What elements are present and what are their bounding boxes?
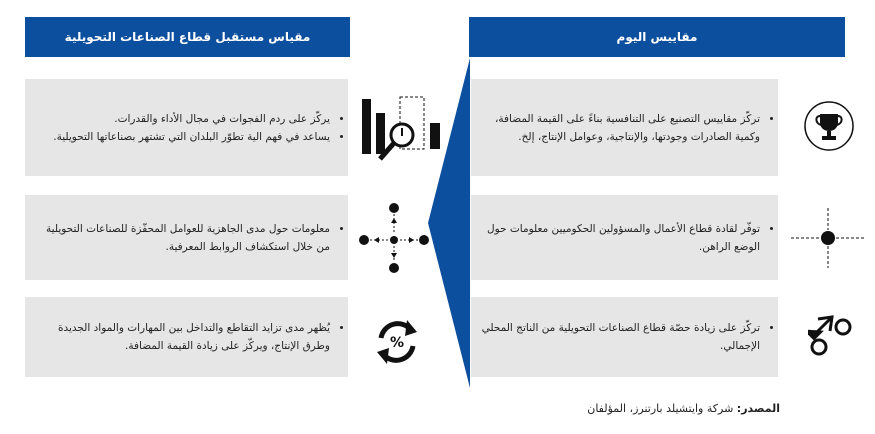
header-today-metrics bbox=[469, 17, 845, 57]
source-label: المصدر: bbox=[736, 402, 780, 415]
percent-icon bbox=[808, 313, 854, 359]
trophy-icon bbox=[803, 100, 855, 152]
network-nodes-icon bbox=[356, 200, 432, 276]
today-item-3: • تركّز على زيادة حصّة قطاع الصناعات التحويلية من الناتج المحلي الإجمالي. bbox=[481, 319, 760, 355]
today-box-1 bbox=[471, 79, 778, 176]
today-item-1: • تركّز مقاييس التصنيع على التنافسية بناءً على القيمة المضافة، وكمية الصادرات وجودتها، والإنتاجية، وعوامل الإنتاج، إلخ. bbox=[481, 110, 760, 146]
future-box-1 bbox=[25, 79, 348, 176]
cycle-percent-icon bbox=[373, 316, 421, 368]
future-item-2: • معلومات حول مدى الجاهزية للعوامل المحفّزة للصناعات التحويلية من خلال استكشاف الروابط المعرفية. bbox=[35, 220, 330, 256]
source-text: شركة وايتشيلد بارتنرز، المؤلفان bbox=[587, 402, 737, 415]
today-box-3 bbox=[471, 297, 778, 377]
today-box-2 bbox=[471, 195, 778, 280]
header-today-label: مقاييس اليوم bbox=[616, 30, 698, 44]
today-item-2: • توفّر لقادة قطاع الأعمال والمسؤولين الحكوميين معلومات حول الوضع الراهن. bbox=[481, 220, 760, 256]
header-future-label: مقياس مستقبل قطاع الصناعات التحويلية bbox=[64, 30, 311, 44]
crosshair-icon bbox=[791, 208, 865, 268]
future-item-3: • يُظهر مدى تزايد التقاطع والتداخل بين المهارات والمواد الجديدة وطرق الإنتاج، ويركّز على زيادة القيمة المضافة. bbox=[35, 319, 330, 355]
bar-chart-magnifier-icon bbox=[358, 95, 444, 165]
future-box-3 bbox=[25, 297, 348, 377]
header-future-metric bbox=[25, 17, 350, 57]
future-item-1b: • يساعد في فهم الية تطوّر البلدان التي تشتهر بصناعاتها التحويلية. bbox=[53, 128, 330, 146]
source-note bbox=[560, 402, 780, 415]
future-box-2 bbox=[25, 195, 348, 280]
percent-glyph: % bbox=[389, 335, 405, 351]
future-item-1a: • يركّز على ردم الفجوات في مجال الأداء والقدرات. bbox=[53, 110, 330, 128]
